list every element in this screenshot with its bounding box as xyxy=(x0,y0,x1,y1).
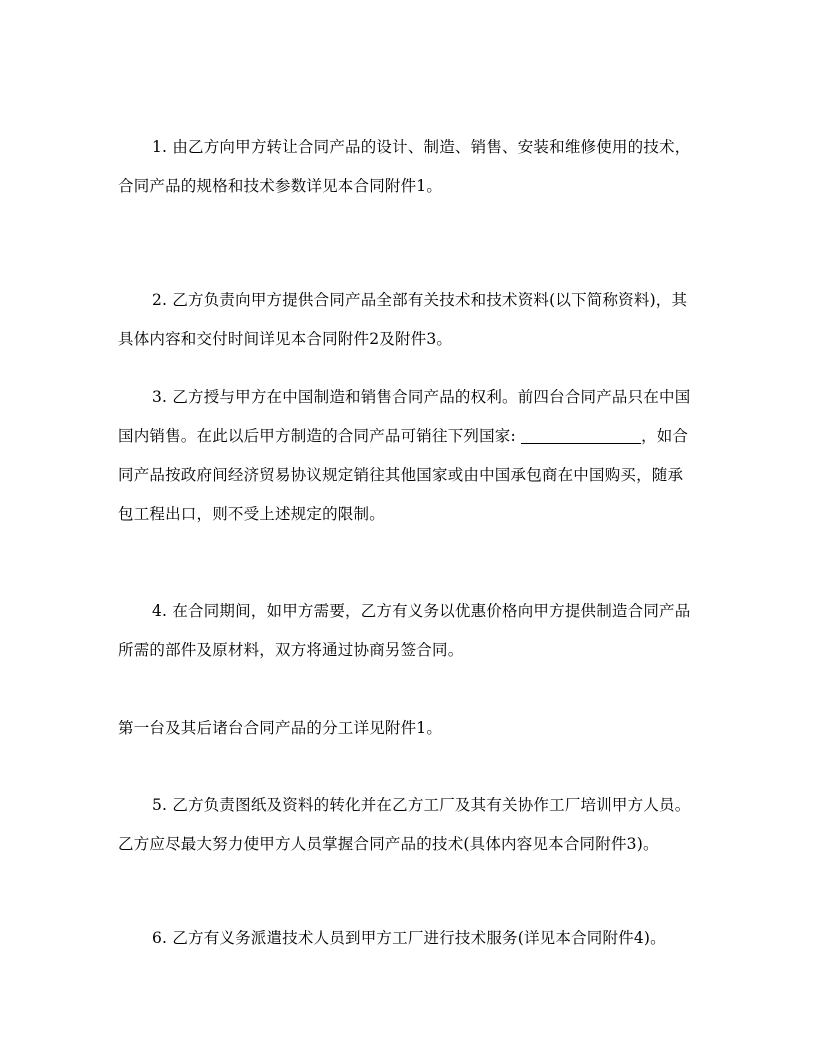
clause-1-line-1: 1. 由乙方向甲方转让合同产品的设计、制造、销售、安装和维修使用的技术， xyxy=(152,138,691,156)
clause-4-line-1: 4. 在合同期间，如甲方需要，乙方有义务以优惠价格向甲方提供制造合同产品 xyxy=(152,602,691,620)
clause-5-paragraph xyxy=(118,786,696,864)
clause-2-line-1: 2. 乙方负责向甲方提供合同产品全部有关技术和技术资料(以下简称资料)，其 xyxy=(152,291,688,309)
clause-2-line-2: 具体内容和交付时间详见本合同附件2及附件3。 xyxy=(118,330,453,348)
clause-3-line-4: 包工程出口，则不受上述规定的限制。 xyxy=(118,505,385,523)
clause-4-paragraph xyxy=(118,592,696,670)
clause-2-paragraph xyxy=(118,281,696,359)
clause-3-line-2 xyxy=(118,417,696,456)
division-note-paragraph xyxy=(118,709,696,748)
country-blank-underline xyxy=(521,427,641,444)
clause-6-paragraph xyxy=(118,919,696,958)
clause-3-line-2-tail: ，如合 xyxy=(641,427,689,445)
clause-5-line-2: 乙方应尽最大努力使甲方人员掌握合同产品的技术(具体内容见本合同附件3)。 xyxy=(118,835,659,853)
clause-5-line-1: 5. 乙方负责图纸及资料的转化并在乙方工厂及其有关协作工厂培训甲方人员。 xyxy=(152,796,691,814)
clause-1-line-2: 合同产品的规格和技术参数详见本合同附件1。 xyxy=(118,177,443,195)
clause-3-line-1: 3. 乙方授与甲方在中国制造和销售合同产品的权利。前四台合同产品只在中国 xyxy=(152,388,691,406)
clause-3-line-3: 同产品按政府间经济贸易协议规定销往其他国家或由中国承包商在中国购买，随承 xyxy=(118,466,684,484)
clause-3-paragraph xyxy=(118,378,696,534)
clause-1-paragraph xyxy=(118,128,696,206)
clause-3-line-2-text: 国内销售。在此以后甲方制造的合同产品可销往下列国家: xyxy=(118,427,516,445)
clause-6-line-1: 6. 乙方有义务派遣技术人员到甲方工厂进行技术服务(详见本合同附件4)。 xyxy=(152,929,666,947)
clause-4-line-2: 所需的部件及原材料，双方将通过协商另签合同。 xyxy=(118,641,464,659)
division-note-line: 第一台及其后诸台合同产品的分工详见附件1。 xyxy=(118,719,443,737)
